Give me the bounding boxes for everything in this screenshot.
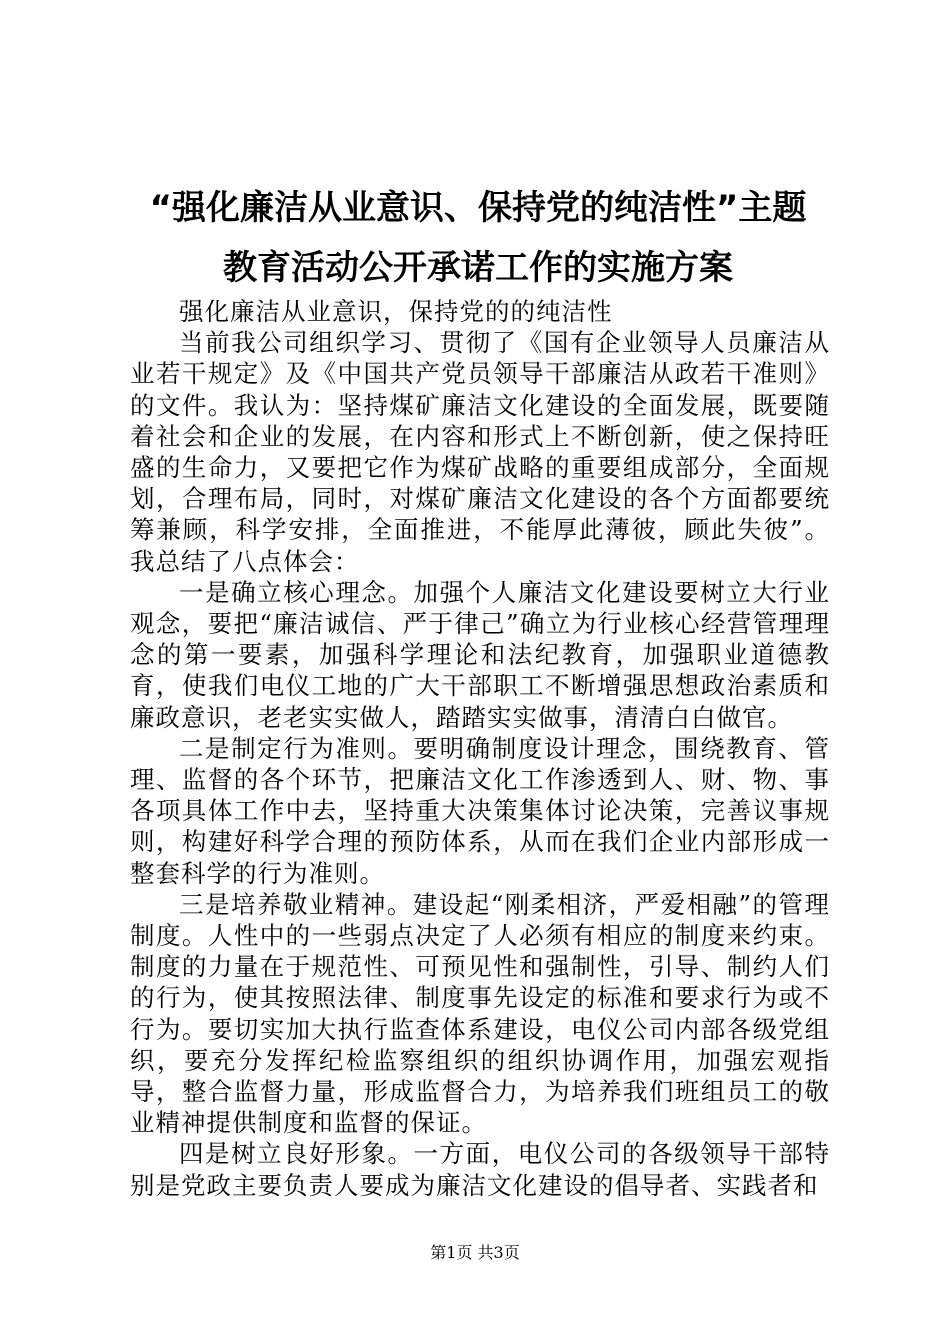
- page-footer: 第1页 共3页: [430, 1243, 520, 1262]
- point-4-paragraph: 四是树立良好形象。一方面，电仪公司的各级领导干部特别是党政主要负责人要成为廉洁文化建设的倡导者、实践者和: [130, 1139, 830, 1200]
- subtitle-paragraph: 强化廉洁从业意识，保持党的的纯洁性: [179, 297, 613, 326]
- document-title-line-2: 教育活动公开承诺工作的实施方案: [223, 248, 733, 288]
- intro-paragraph: 当前我公司组织学习、贯彻了《国有企业领导人员廉洁从业若干规定》及《中国共产党员领导干部廉洁从政若干准则》的文件。我认为：坚持煤矿廉洁文化建设的全面发展，既要随着社会和企业的发展，在内容和形式上不断创新，使之保持旺盛的生命力，又要把它作为煤矿战略的重要组成部分，全面规划，合理布局，同时，对煤矿廉洁文化建设的各个方面都要统筹兼顾，科学安排，全面推进，不能厚此薄彼，顾此失彼”。我总结了八点体会：: [130, 328, 830, 576]
- point-2-paragraph: 二是制定行为准则。要明确制度设计理念，围绕教育、管理、监督的各个环节，把廉洁文化工作渗透到人、财、物、事各项具体工作中去，坚持重大决策集体讨论决策，完善议事规则，构建好科学合理的预防体系，从而在我们企业内部形成一整套科学的行为准则。: [130, 733, 830, 888]
- point-1-paragraph: 一是确立核心理念。加强个人廉洁文化建设要树立大行业观念，要把“廉洁诚信、严于律己”确立为行业核心经营管理理念的第一要素，加强科学理论和法纪教育，加强职业道德教育，使我们电仪工地的广大干部职工不断增强思想政治素质和廉政意识，老老实实做人，踏踏实实做事，清清白白做官。: [130, 577, 830, 732]
- document-title-line-1: “强化廉洁从业意识、保持党的纯洁性”主题: [149, 188, 807, 228]
- document-body: [130, 296, 830, 1201]
- point-3-paragraph: 三是培养敬业精神。建设起“刚柔相济，严爱相融”的管理制度。人性中的一些弱点决定了人必须有相应的制度来约束。制度的力量在于规范性、可预见性和强制性，引导、制约人们的行为，使其按照法律、制度事先设定的标准和要求行为或不行为。要切实加大执行监查体系建设，电仪公司内部各级党组织，要充分发挥纪检监察组织的组织协调作用，加强宏观指导，整合监督力量，形成监督合力，为培养我们班组员工的敬业精神提供制度和监督的保证。: [130, 889, 830, 1138]
